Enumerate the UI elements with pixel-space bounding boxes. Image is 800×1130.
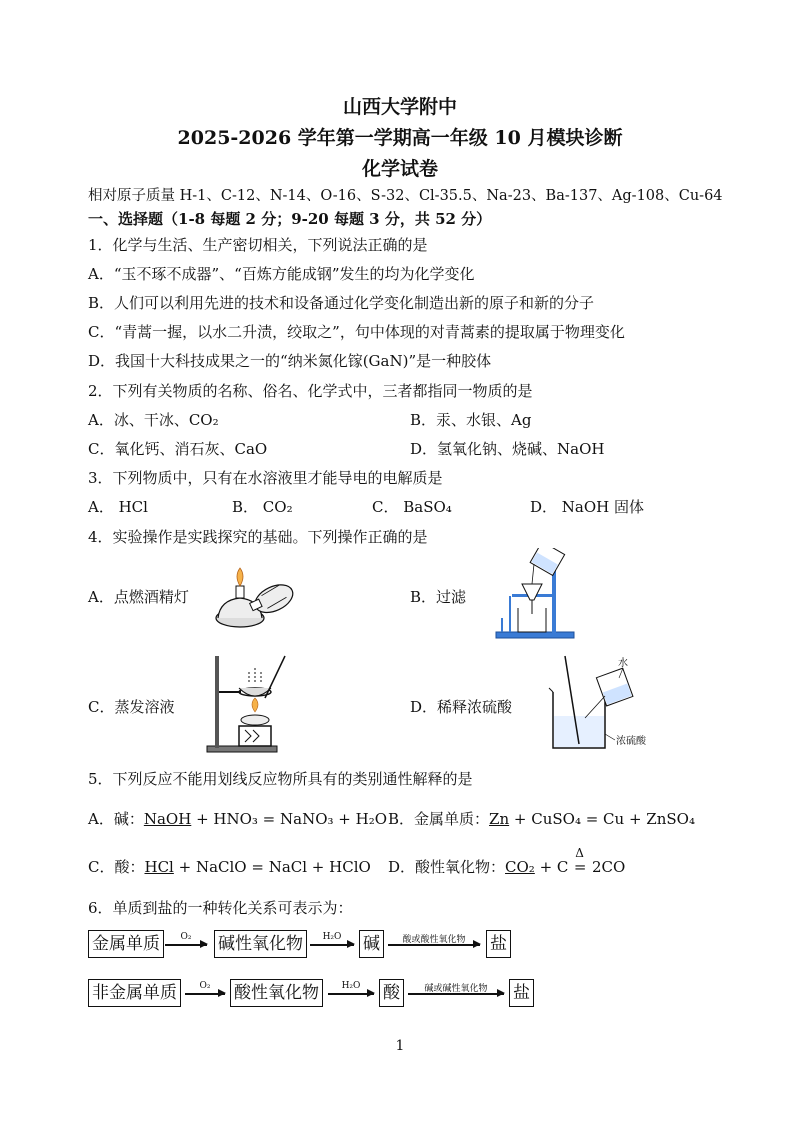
q5-option-d xyxy=(388,846,626,877)
q2-option-a: A．冰、干冰、CO₂ xyxy=(88,411,219,429)
q5-stem: 5．下列反应不能用划线反应物所具有的类别通性解释的是 xyxy=(88,770,473,788)
subject-title: 化学试卷 xyxy=(361,158,438,180)
q1-option-d: D．我国十大科技成果之一的“纳米氮化镓(GaN)”是一种胶体 xyxy=(88,352,492,370)
q3-option-a: A． HCl xyxy=(88,498,148,516)
q4-option-a: A．点燃酒精灯 xyxy=(88,588,189,606)
page-number: 1 xyxy=(395,1038,405,1054)
alcohol-lamp-figure xyxy=(210,560,295,632)
q2-stem: 2．下列有关物质的名称、俗名、化学式中，三者都指同一物质的是 xyxy=(88,382,533,400)
section-heading: 一、选择题（1-8 每题 2 分；9-20 每题 3 分，共 52 分） xyxy=(88,210,492,228)
flow2-arrow-2 xyxy=(328,993,374,995)
flow1-label-1: O₂ xyxy=(180,932,192,942)
q5-c-underlined: HCl xyxy=(144,858,174,876)
q4-option-b: B．过滤 xyxy=(410,588,467,606)
q5-option-c xyxy=(88,856,371,877)
q4-option-c: C．蒸发溶液 xyxy=(88,698,175,716)
q5-d-equation-2: 2CO xyxy=(587,858,626,876)
q5-option-b xyxy=(388,808,695,829)
flow2-box-2: 酸性氧化物 xyxy=(230,979,323,1007)
q5-d-delta: Δ xyxy=(575,846,584,860)
flow2-label-1: O₂ xyxy=(199,981,211,991)
q3-stem: 3．下列物质中，只有在水溶液里才能导电的电解质是 xyxy=(88,469,443,487)
q2-option-d: D．氢氧化钠、烧碱、NaOH xyxy=(410,440,605,458)
q1-stem: 1．化学与生活、生产密切相关，下列说法正确的是 xyxy=(88,236,428,254)
atomic-mass-line: 相对原子质量 H-1、C-12、N-14、O-16、S-32、Cl-35.5、Na-23、Ba-137、Ag-108、Cu-64 xyxy=(88,188,723,204)
q5-option-a xyxy=(88,808,387,829)
q5-c-equation: + NaClO = NaCl + HClO xyxy=(173,858,371,876)
q2-option-c: C．氧化钙、消石灰、CaO xyxy=(88,440,268,458)
q5-c-prefix: C．酸： xyxy=(88,858,145,876)
flow1-box-4: 盐 xyxy=(486,930,511,958)
q5-b-prefix: B．金属单质： xyxy=(388,810,490,828)
q5-d-prefix: D．酸性氧化物： xyxy=(388,858,506,876)
school-name: 山西大学附中 xyxy=(342,96,457,118)
q3-option-b: B． CO₂ xyxy=(232,498,293,516)
q1-option-a: A．“玉不琢不成器”、“百炼方能成钢”发生的均为化学变化 xyxy=(88,265,475,283)
q5-a-prefix: A．碱： xyxy=(88,810,144,828)
q1-option-c: C．“青蒿一握，以水二升渍，绞取之”，句中体现的对青蒿素的提取属于物理变化 xyxy=(88,323,625,341)
dilution-figure xyxy=(545,652,665,754)
q3-option-c: C． BaSO₄ xyxy=(372,498,452,516)
q3-option-d: D． NaOH 固体 xyxy=(530,498,645,516)
filtration-figure xyxy=(492,548,582,640)
flow1-label-3: 酸或酸性氧化物 xyxy=(402,935,466,945)
q1-option-b: B．人们可以利用先进的技术和设备通过化学变化制造出新的原子和新的分子 xyxy=(88,294,595,312)
q5-d-equation-1: + C xyxy=(534,858,574,876)
flow1-box-2: 碱性氧化物 xyxy=(214,930,307,958)
q5-a-equation: + HNO₃ = NaNO₃ + H₂O xyxy=(191,810,388,828)
q5-d-equals: = xyxy=(573,858,587,876)
q5-a-underlined: NaOH xyxy=(143,810,192,828)
q4-stem: 4．实验操作是实践探究的基础。下列操作正确的是 xyxy=(88,528,428,546)
flow1-box-1: 金属单质 xyxy=(88,930,164,958)
flow1-box-3: 碱 xyxy=(359,930,384,958)
flow2-box-4: 盐 xyxy=(509,979,534,1007)
q6-stem: 6．单质到盐的一种转化关系可表示为： xyxy=(88,899,353,917)
flow2-label-2: H₂O xyxy=(341,981,361,991)
exam-title: 2025-2026 学年第一学期高一年级 10 月模块诊断 xyxy=(177,127,623,149)
q4-option-d: D．稀释浓硫酸 xyxy=(410,698,513,716)
flow1-arrow-1 xyxy=(165,944,207,946)
q5-d-underlined: CO₂ xyxy=(505,858,535,876)
q5-b-equation: + CuSO₄ = Cu + ZnSO₄ xyxy=(509,810,695,828)
flow1-label-2: H₂O xyxy=(322,932,342,942)
flow2-label-3: 碱或碱性氧化物 xyxy=(424,984,488,994)
flow2-arrow-1 xyxy=(185,993,225,995)
acid-label: 浓硫酸 xyxy=(616,736,646,747)
flow2-box-1: 非金属单质 xyxy=(88,979,181,1007)
flow1-arrow-2 xyxy=(310,944,354,946)
evaporation-figure xyxy=(205,652,295,754)
flow2-box-3: 酸 xyxy=(379,979,404,1007)
q2-option-b: B．汞、水银、Ag xyxy=(410,411,532,429)
water-label: 水 xyxy=(618,658,628,669)
q5-b-underlined: Zn xyxy=(489,810,510,828)
